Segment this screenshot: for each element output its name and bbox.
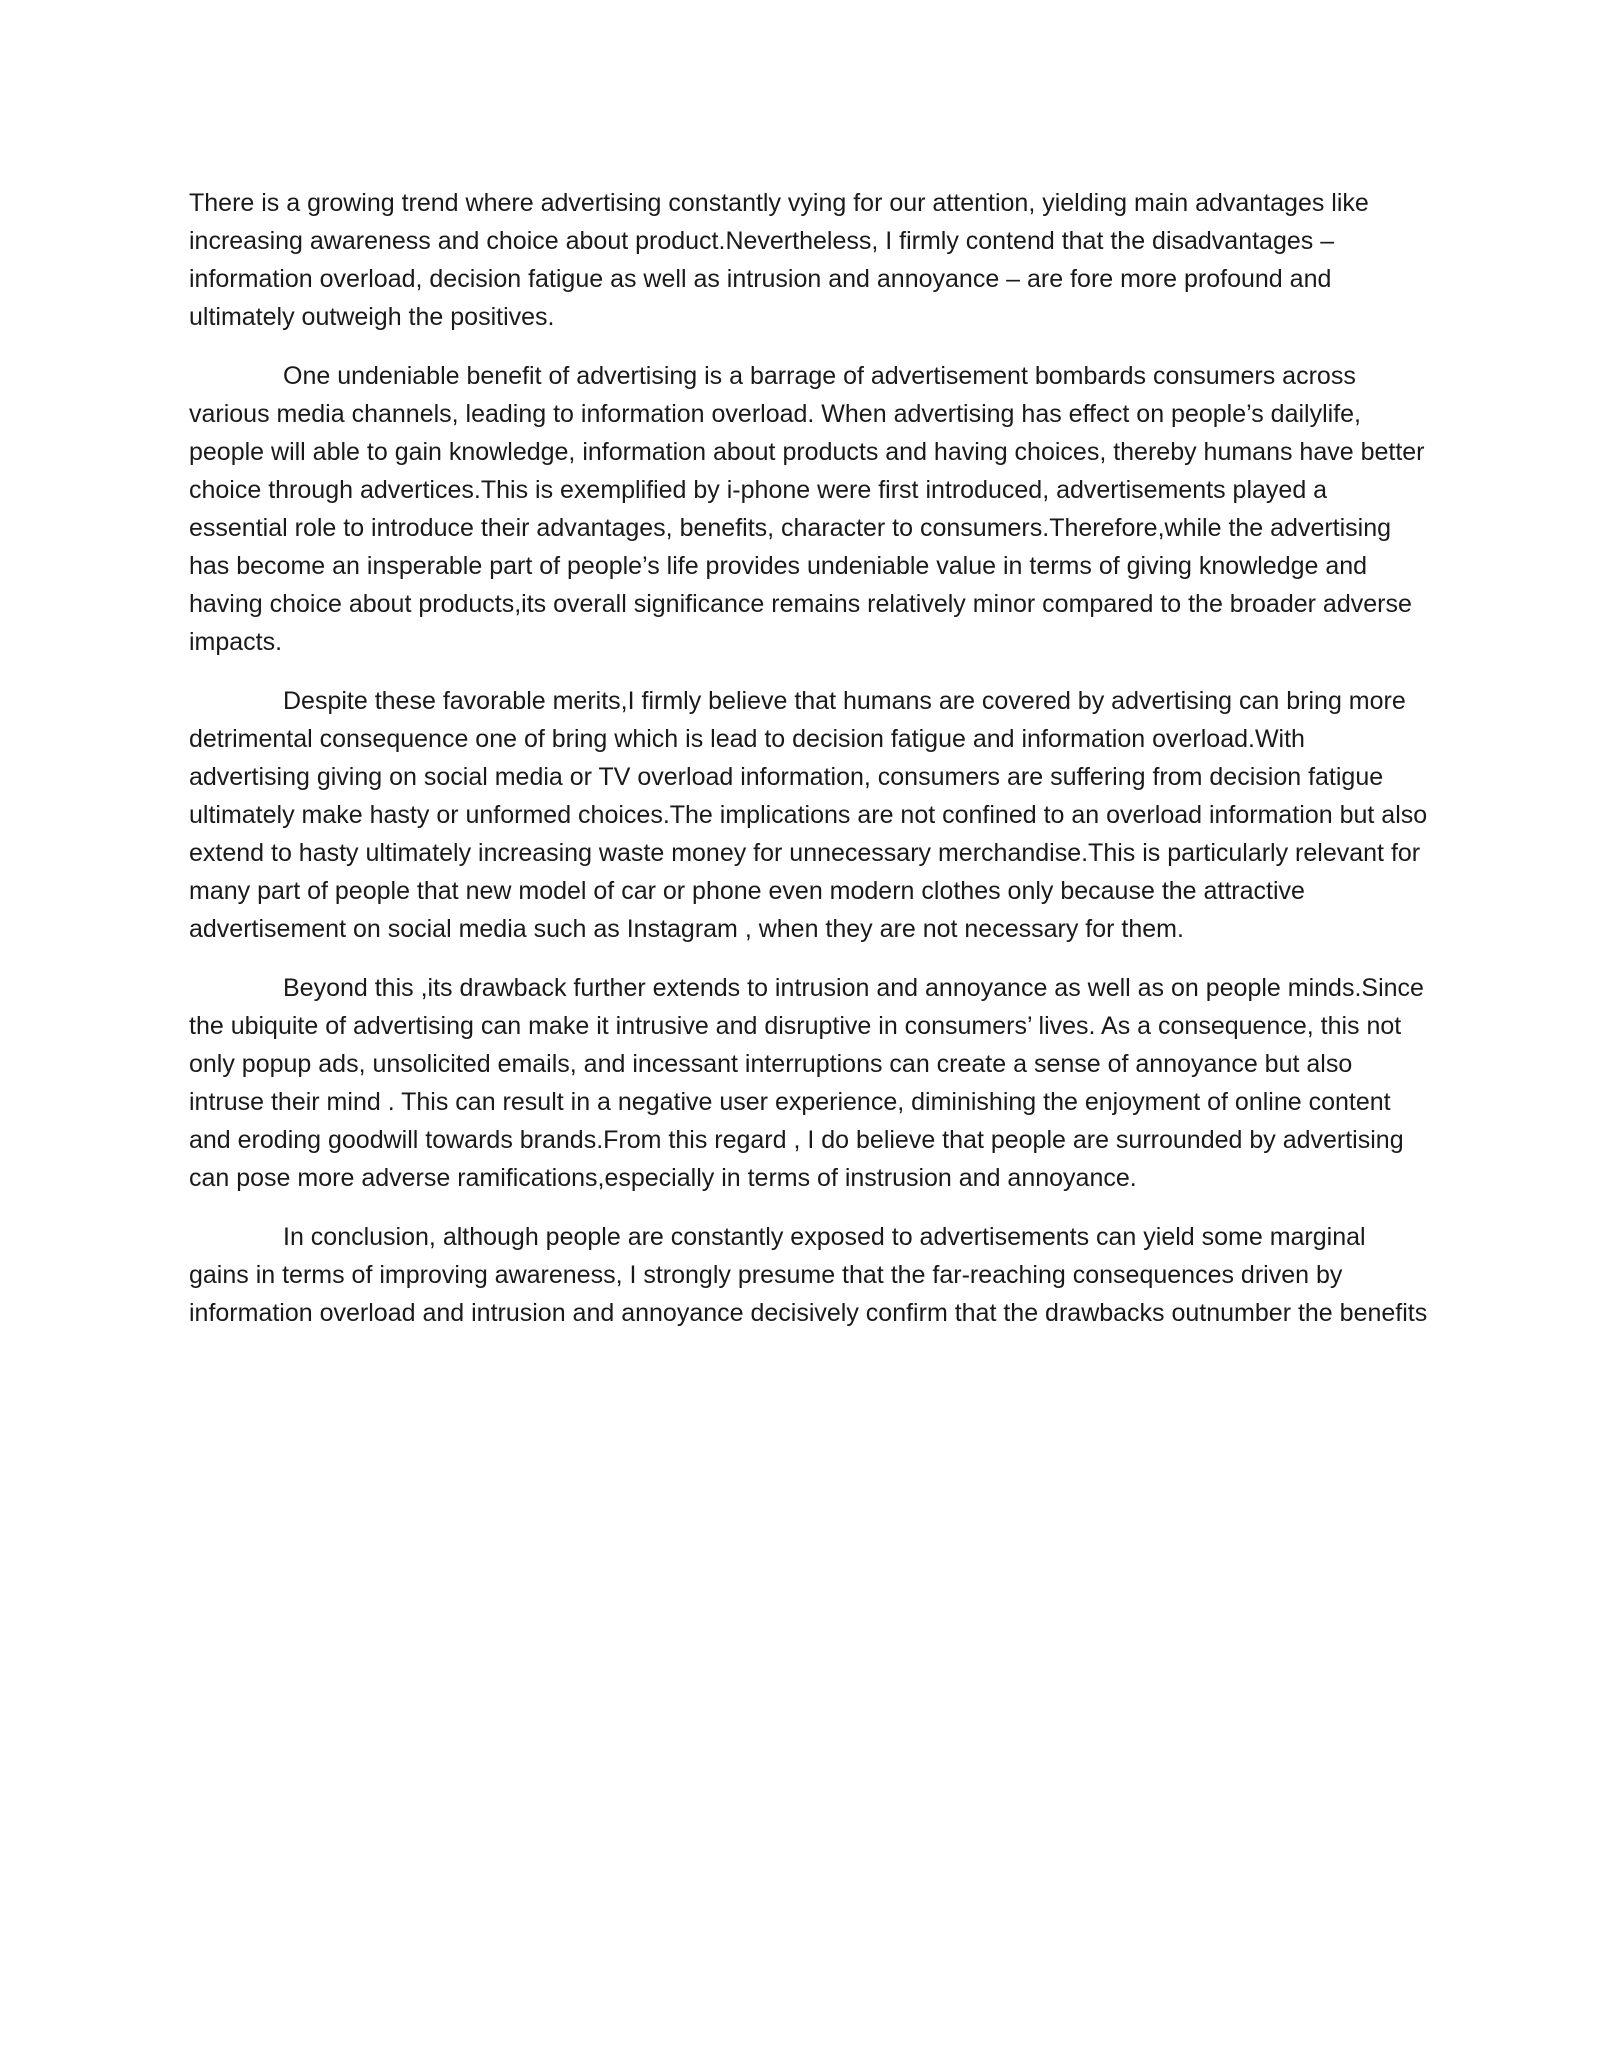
- paragraph-benefit: One undeniable benefit of advertising is a barrage of advertisement bombards consumers across various media channels, leading to information overload. When advertising has effect on people’s dailylife, people will able to gain knowledge, information about products and having choices, thereby humans have better choice through advertices.This is exemplified by i-phone were first introduced, advertisements played a essential role to introduce their advantages, benefits, character to consumers.Therefore,while the advertising has become an insperable part of people’s life provides undeniable value in terms of giving knowledge and having choice about products,its overall significance remains relatively minor compared to the broader adverse impacts.: [189, 362, 1425, 656]
- paragraph-conclusion: In conclusion, although people are constantly exposed to advertisements can yield some marginal gains in terms of improving awareness, I strongly presume that the far-reaching consequences driven by information overload and intrusion and annoyance decisively confirm that the drawbacks outnumber the benefits: [189, 1223, 1428, 1327]
- paragraph-introduction: There is a growing trend where advertising constantly vying for our attention, yielding main advantages like increasing awareness and choice about product.Nevertheless, I firmly contend that the disadvantages – information overload, decision fatigue as well as intrusion and annoyance – are fore more profound and ultimately outweigh the positives.: [189, 189, 1369, 331]
- paragraph-drawback-intrusion: Beyond this ,its drawback further extends to intrusion and annoyance as well as on people minds.Since the ubiquite of advertising can make it intrusive and disruptive in consumers’ lives. As a consequence, this not only popup ads, unsolicited emails, and incessant interruptions can create a sense of annoyance but also intruse their mind . This can result in a negative user experience, diminishing the enjoyment of online content and eroding goodwill towards brands.From this regard , I do believe that people are surrounded by advertising can pose more adverse ramifications,especially in terms of instrusion and annoyance.: [189, 974, 1424, 1192]
- essay-body: [189, 184, 1429, 1353]
- paragraph-drawback-fatigue: Despite these favorable merits,I firmly believe that humans are covered by advertising can bring more detrimental consequence one of bring which is lead to decision fatigue and information overload.With advertising giving on social media or TV overload information, consumers are suffering from decision fatigue ultimately make hasty or unformed choices.The implications are not confined to an overload information but also extend to hasty ultimately increasing waste money for unnecessary merchandise.This is particularly relevant for many part of people that new model of car or phone even modern clothes only because the attractive advertisement on social media such as Instagram , when they are not necessary for them.: [189, 687, 1428, 943]
